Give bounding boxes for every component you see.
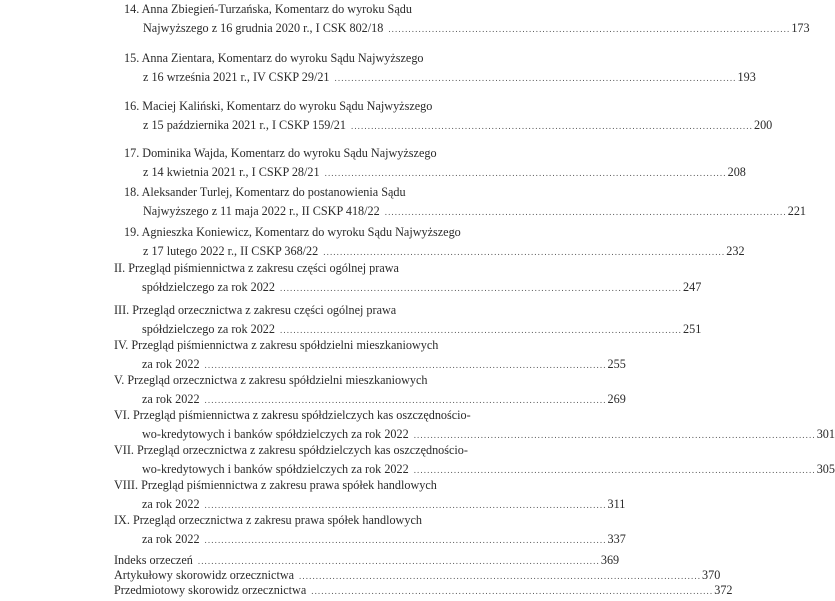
dot-leader: ........................................................................................................................ [204,395,607,405]
entry-number: 14. [124,2,140,16]
toc-entry-18[interactable] [124,183,806,221]
entry-number: 16. [124,99,140,113]
page-number: 269 [607,392,626,406]
page-number: 232 [726,244,745,258]
dot-leader: ........................................................................................................................ [334,73,737,83]
dot-leader: ........................................................................................................................ [204,500,607,510]
page-number: 370 [702,568,721,582]
page-number: 337 [607,532,626,546]
section-number: VII. [114,443,134,457]
section-title: Przegląd piśmiennictwa z zakresu spółdzielni mieszkaniowych [131,338,439,352]
dot-leader: ........................................................................................................................ [197,556,600,566]
page-number: 372 [714,583,733,597]
entry-title-cont: z 17 lutego 2022 r., II CSKP 368/22 [143,244,319,258]
index-title: Artykułowy skorowidz orzecznictwa [114,568,295,582]
toc-entry-14[interactable] [124,0,810,38]
toc-section-ii[interactable] [114,259,702,297]
entry-title-cont: z 14 kwietnia 2021 r., I CSKP 28/21 [143,165,320,179]
dot-leader: ........................................................................................................................ [280,283,682,293]
entry-title-cont: z 16 września 2021 r., IV CSKP 29/21 [143,70,330,84]
page-number: 251 [683,322,702,336]
toc-entry-15[interactable] [124,49,756,87]
index-title: Indeks orzeczeń [114,553,193,567]
section-title-cont: spółdzielczego za rok 2022 [142,280,275,294]
toc-section-vi[interactable] [114,406,835,444]
entry-title: Dominika Wajda, Komentarz do wyroku Sądu Najwyższego [142,146,437,160]
dot-leader: ........................................................................................................................ [324,168,727,178]
section-title: Przegląd orzecznictwa z zakresu spółdzielczych kas oszczędnościo- [137,443,468,457]
entry-title: Anna Zbiegień-Turzańska, Komentarz do wyroku Sądu [141,2,412,16]
dot-leader: ........................................................................................................................ [350,121,753,131]
entry-number: 19. [124,225,140,239]
dot-leader: ........................................................................................................................ [299,571,702,581]
section-title-cont: za rok 2022 [142,392,200,406]
toc-entry-17[interactable] [124,144,746,182]
entry-title-cont: Najwyższego z 11 maja 2022 r., II CSKP 418/22 [143,204,380,218]
page-number: 255 [607,357,626,371]
entry-title: Agnieszka Koniewicz, Komentarz do wyroku Sądu Najwyższego [141,225,461,239]
section-title-cont: za rok 2022 [142,532,200,546]
toc-section-viii[interactable] [114,476,626,514]
dot-leader: ........................................................................................................................ [204,360,607,370]
entry-number: 15. [124,51,140,65]
entry-title-cont: Najwyższego z 16 grudnia 2020 r., I CSK 802/18 [143,21,384,35]
dot-leader: ........................................................................................................................ [413,465,816,475]
section-title-cont: wo-kredytowych i banków spółdzielczych za rok 2022 [142,462,409,476]
page-number: 311 [607,497,626,511]
toc-section-iii[interactable] [114,301,702,339]
entry-number: 17. [124,146,140,160]
section-title-cont: za rok 2022 [142,497,200,511]
section-number: II. [114,261,126,275]
page-number: 247 [683,280,702,294]
section-title: Przegląd orzecznictwa z zakresu części ogólnej prawa [132,303,397,317]
dot-leader: ........................................................................................................................ [280,325,682,335]
section-title: Przegląd orzecznictwa z zakresu spółdzielni mieszkaniowych [127,373,428,387]
toc-section-iv[interactable] [114,336,626,374]
page-number: 208 [727,165,746,179]
entry-title: Anna Zientara, Komentarz do wyroku Sądu Najwyższego [141,51,424,65]
toc-entry-19[interactable] [124,223,745,261]
dot-leader: ........................................................................................................................ [388,24,791,34]
section-title: Przegląd orzecznictwa z zakresu prawa spółek handlowych [132,513,422,527]
entry-title: Maciej Kaliński, Komentarz do wyroku Sądu Najwyższego [142,99,433,113]
dot-leader: ........................................................................................................................ [204,535,607,545]
section-title: Przegląd piśmiennictwa z zakresu prawa spółek handlowych [141,478,437,492]
dot-leader: ........................................................................................................................ [413,430,816,440]
entry-title-cont: z 15 października 2021 r., I CSKP 159/21 [143,118,346,132]
page-number: 193 [737,70,756,84]
section-number: VI. [114,408,130,422]
section-title-cont: wo-kredytowych i banków spółdzielczych za rok 2022 [142,427,409,441]
section-number: IX. [114,513,130,527]
page-number: 301 [816,427,835,441]
page-number: 200 [753,118,773,132]
index-title: Przedmiotowy skorowidz orzecznictwa [114,583,307,597]
dot-leader: ........................................................................................................................ [323,247,726,257]
dot-leader: ........................................................................................................................ [311,586,714,596]
page-number: 173 [791,21,810,35]
toc-section-v[interactable] [114,371,626,409]
toc-index-przedmiotowy[interactable] [114,581,733,600]
toc-entry-16[interactable] [124,97,773,135]
section-number: IV. [114,338,129,352]
section-number: III. [114,303,130,317]
entry-number: 18. [124,185,140,199]
page-number: 369 [600,553,620,567]
section-title-cont: spółdzielczego za rok 2022 [142,322,275,336]
toc-section-ix[interactable] [114,511,626,549]
section-title: Przegląd piśmiennictwa z zakresu spółdzielczych kas oszczędnościo- [132,408,471,422]
page-number: 221 [787,204,806,218]
toc-section-vii[interactable] [114,441,835,479]
dot-leader: ........................................................................................................................ [384,207,787,217]
entry-title: Aleksander Turlej, Komentarz do postanowienia Sądu [141,185,406,199]
section-title-cont: za rok 2022 [142,357,200,371]
section-number: VIII. [114,478,139,492]
section-number: V. [114,373,125,387]
page-number: 305 [816,462,835,476]
section-title: Przegląd piśmiennictwa z zakresu części ogólnej prawa [128,261,399,275]
